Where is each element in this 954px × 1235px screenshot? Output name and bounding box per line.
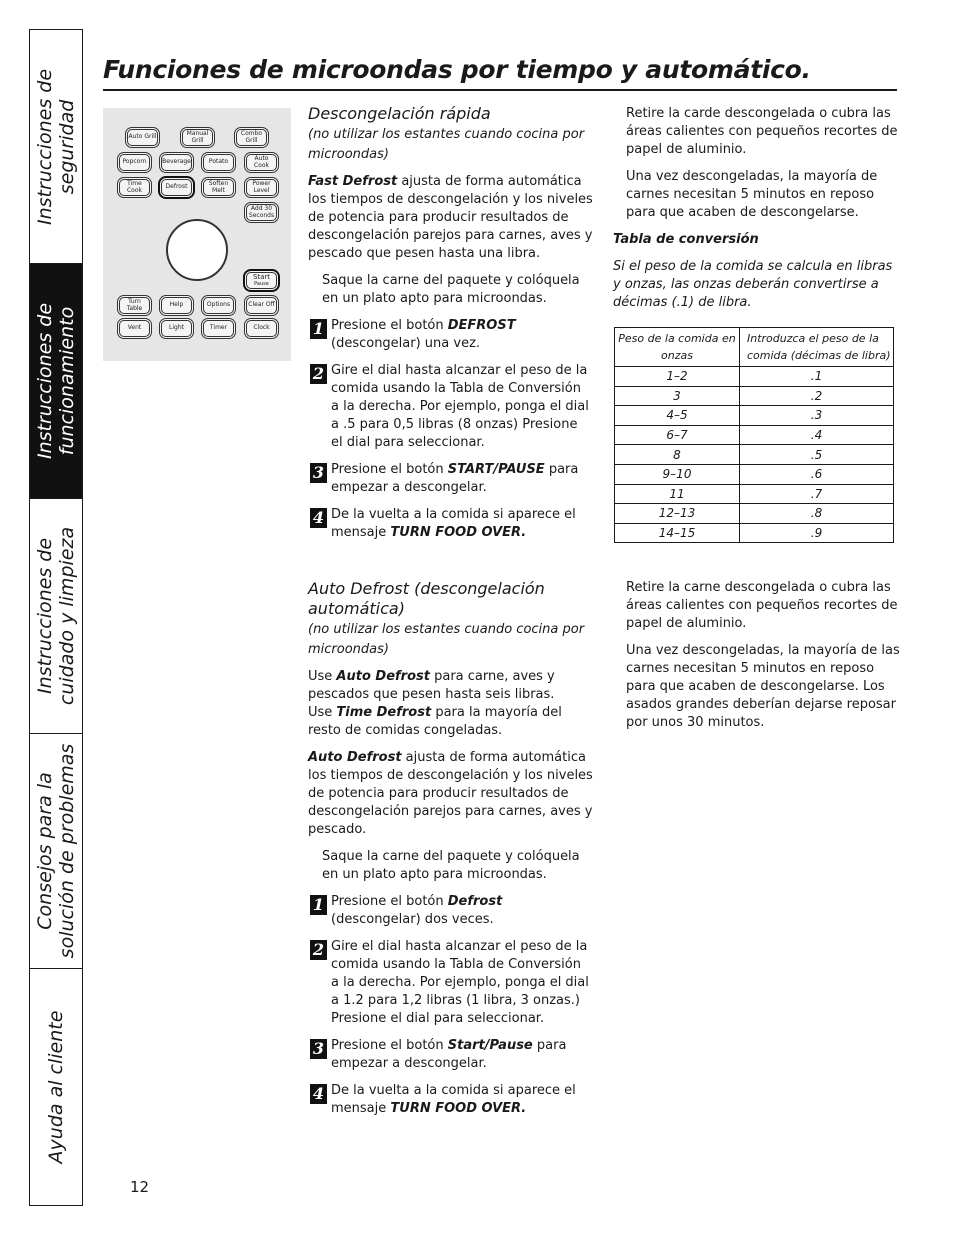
step-text: Presione el botón bbox=[331, 462, 448, 477]
dial-knob bbox=[166, 219, 228, 281]
table-row bbox=[615, 464, 894, 484]
table-cell: .4 bbox=[740, 425, 894, 445]
table-cell: 1–2 bbox=[615, 367, 740, 387]
step-text: Presione el botón bbox=[331, 1038, 448, 1053]
table-cell: 14–15 bbox=[615, 523, 740, 543]
conversion-table bbox=[614, 327, 894, 543]
table-cell: .2 bbox=[740, 386, 894, 406]
table-note: Si el peso de la comida se calcula en libras y onzas, las onzas deberán convertirse a décimas (.1) de libra. bbox=[613, 259, 893, 310]
tab-seguridad[interactable] bbox=[30, 30, 82, 264]
tab-label: Consejos para la bbox=[34, 772, 56, 930]
table-row bbox=[615, 425, 894, 445]
step-text: Presione el botón bbox=[331, 318, 448, 333]
prep-text: Saque la carne del paquete y colóquela en un plato apto para microondas. bbox=[322, 849, 580, 882]
tab-label: Instrucciones de bbox=[34, 537, 56, 695]
step-number-badge: 2 bbox=[310, 364, 327, 384]
table-title: Tabla de conversión bbox=[613, 232, 759, 247]
step-bold: DEFROST bbox=[447, 318, 516, 333]
step-bold: START/PAUSE bbox=[447, 462, 545, 477]
section-note: (no utilizar los estantes cuando cocina por microondas) bbox=[308, 127, 585, 162]
step-text: Gire el dial hasta alcanzar el peso de la comida usando la Tabla de Conversión a la derecha. Por ejemplo, ponga el dial a .5 para 0,5 libras (8 onzas) Presione el dial para seleccionar. bbox=[331, 363, 589, 450]
table-cell: 6–7 bbox=[615, 425, 740, 445]
page-number: 12 bbox=[130, 1178, 150, 1196]
table-cell: .8 bbox=[740, 504, 894, 524]
step-text: De la vuelta a la comida si aparece el mensaje bbox=[331, 1083, 576, 1116]
usage-part: para carne, aves y pescados que pesen hasta seis libras. bbox=[308, 669, 555, 702]
tip-text: Retire la carde descongelada o cubra las áreas calientes con pequeños recortes de papel de aluminio. bbox=[626, 106, 898, 157]
table-cell: 11 bbox=[615, 484, 740, 504]
usage-part: Use bbox=[308, 705, 337, 720]
table-header: Introduzca el peso de la comida (décimas de libra) bbox=[740, 328, 894, 367]
tab-cuidado-limpieza[interactable] bbox=[30, 499, 82, 734]
light-button: Light bbox=[161, 320, 192, 337]
step-number-badge: 1 bbox=[310, 895, 327, 915]
step-number-badge: 3 bbox=[310, 463, 327, 483]
step-text: De la vuelta a la comida si aparece el mensaje bbox=[331, 507, 576, 540]
table-header-row bbox=[615, 328, 894, 367]
usage-bold: Auto Defrost bbox=[336, 669, 430, 684]
tab-label: Instrucciones de bbox=[34, 302, 56, 460]
section-intro bbox=[308, 173, 593, 263]
beverage-button: Beverage bbox=[161, 154, 192, 171]
table-cell: 9–10 bbox=[615, 464, 740, 484]
tab-label: solución de problemas bbox=[56, 743, 78, 959]
tip-text: Retire la carne descongelada o cubra las áreas calientes con pequeños recortes de papel de aluminio. bbox=[626, 580, 898, 631]
step-number-badge: 4 bbox=[310, 1084, 327, 1104]
step-text: para empezar a descongelar. bbox=[331, 462, 579, 495]
help-button: Help bbox=[161, 297, 192, 314]
tab-label: Instrucciones de bbox=[34, 68, 56, 225]
step-bold: TURN FOOD OVER. bbox=[390, 525, 527, 540]
tab-ayuda-cliente[interactable] bbox=[30, 969, 82, 1205]
step-text: Gire el dial hasta alcanzar el peso de la comida usando la Tabla de Conversión a la derecha. Por ejemplo, ponga el dial a 1.2 para 1,2 libras (1 libra, 3 onzas.) Presione el dial para seleccionar. bbox=[331, 939, 589, 1026]
power-level-button: Power Level bbox=[246, 179, 277, 196]
table-row bbox=[615, 386, 894, 406]
usage-part: para la mayoría del resto de comidas congeladas. bbox=[308, 705, 562, 738]
step-number-badge: 2 bbox=[310, 940, 327, 960]
soften-melt-button: Soften Melt bbox=[203, 179, 234, 196]
manual-grill-button: Manual Grill bbox=[182, 129, 213, 146]
tab-label: cuidado y limpieza bbox=[56, 526, 78, 706]
section-intro bbox=[308, 749, 593, 839]
tab-solucion-problemas[interactable] bbox=[30, 734, 82, 969]
title-rule bbox=[103, 89, 897, 91]
section-heading: Descongelación rápida bbox=[308, 104, 491, 123]
table-row bbox=[615, 406, 894, 426]
step-3 bbox=[308, 1037, 593, 1073]
table-cell: 12–13 bbox=[615, 504, 740, 524]
table-row bbox=[615, 523, 894, 543]
table-cell: .5 bbox=[740, 445, 894, 465]
table-cell: .7 bbox=[740, 484, 894, 504]
step-text: (descongelar) dos veces. bbox=[331, 912, 494, 927]
tab-label: seguridad bbox=[56, 99, 78, 194]
turn-table-button: Turn Table bbox=[119, 297, 150, 314]
step-number-badge: 3 bbox=[310, 1039, 327, 1059]
auto-grill-button: Auto Grill bbox=[127, 129, 158, 146]
conversion-table-intro bbox=[613, 231, 898, 312]
page-title: Funciones de microondas por tiempo y automático. bbox=[103, 55, 811, 84]
combo-grill-button: Combo Grill bbox=[236, 129, 267, 146]
intro-rest: ajusta de forma automática los tiempos de descongelación y los niveles de potencia para producir resultados de descongelación parejos para carnes, aves y pescado que pesen hasta una libra. bbox=[308, 174, 593, 261]
clock-button: Clock bbox=[246, 320, 277, 337]
step-bold: Defrost bbox=[447, 894, 503, 909]
time-cook-button: Time Cook bbox=[119, 179, 150, 196]
potato-button: Potato bbox=[203, 154, 234, 171]
control-panel-image bbox=[103, 108, 291, 361]
defrost-button: Defrost bbox=[161, 179, 192, 196]
table-row bbox=[615, 445, 894, 465]
clear-off-button: Clear Off bbox=[246, 297, 277, 314]
start-label: Start bbox=[252, 273, 271, 281]
timer-button: Timer bbox=[203, 320, 234, 337]
usage-part: Use bbox=[308, 669, 337, 684]
table-row bbox=[615, 367, 894, 387]
step-4 bbox=[308, 506, 593, 542]
usage-bold: Time Defrost bbox=[336, 705, 432, 720]
step-text: para empezar a descongelar. bbox=[331, 1038, 567, 1071]
tip-text: Una vez descongeladas, la mayoría de carnes necesitan 5 minutos en reposo para que acaben de descongelarse. bbox=[626, 169, 878, 220]
auto-defrost-section bbox=[308, 579, 593, 1118]
table-cell: 3 bbox=[615, 386, 740, 406]
section-heading: Auto Defrost (descongelación automática) bbox=[308, 579, 545, 618]
add-30-seconds-button: Add 30 Seconds bbox=[246, 204, 277, 221]
options-button: Options bbox=[203, 297, 234, 314]
usage-text bbox=[308, 668, 593, 740]
intro-rest: ajusta de forma automática los tiempos de descongelación y los niveles de potencia para producir resultados de descongelación parejos para carnes, aves y pescado. bbox=[308, 750, 593, 837]
side-tabs bbox=[29, 29, 83, 1206]
section-note: (no utilizar los estantes cuando cocina por microondas) bbox=[308, 622, 585, 657]
table-row bbox=[615, 504, 894, 524]
step-1 bbox=[308, 317, 593, 353]
table-cell: .3 bbox=[740, 406, 894, 426]
table-row bbox=[615, 484, 894, 504]
table-header: Peso de la comida en onzas bbox=[615, 328, 740, 367]
table-cell: .9 bbox=[740, 523, 894, 543]
table-cell: .6 bbox=[740, 464, 894, 484]
tip-text: Una vez descongeladas, la mayoría de las carnes necesitan 5 minutos en reposo para que acaben de descongelarse. Los asados grandes deberían dejarse reposar por unos 30 minutos. bbox=[626, 643, 900, 730]
auto-defrost-tips bbox=[626, 579, 900, 732]
intro-bold: Fast Defrost bbox=[308, 174, 398, 189]
table-cell: .1 bbox=[740, 367, 894, 387]
prep-text: Saque la carne del paquete y colóquela en un plato apto para microondas. bbox=[322, 273, 580, 306]
step-number-badge: 4 bbox=[310, 508, 327, 528]
table-cell: 4–5 bbox=[615, 406, 740, 426]
step-1 bbox=[308, 893, 593, 929]
tab-label: Ayuda al cliente bbox=[45, 1010, 67, 1164]
step-number-badge: 1 bbox=[310, 319, 327, 339]
table-cell: 8 bbox=[615, 445, 740, 465]
vent-button: Vent bbox=[119, 320, 150, 337]
fast-defrost-section bbox=[308, 104, 593, 542]
step-3 bbox=[308, 461, 593, 497]
intro-bold: Auto Defrost bbox=[308, 750, 402, 765]
tab-label: funcionamiento bbox=[56, 306, 78, 456]
fast-defrost-tips bbox=[626, 105, 898, 222]
tab-funcionamiento[interactable] bbox=[30, 264, 82, 499]
step-bold: Start/Pause bbox=[447, 1038, 533, 1053]
step-text: Presione el botón bbox=[331, 894, 448, 909]
step-2 bbox=[308, 362, 593, 452]
auto-cook-button: Auto Cook bbox=[246, 154, 277, 171]
pause-label: Pause bbox=[254, 280, 269, 287]
popcorn-button: Popcorn bbox=[119, 154, 150, 171]
step-text: (descongelar) una vez. bbox=[331, 336, 481, 351]
start-pause-button bbox=[246, 272, 277, 289]
step-4 bbox=[308, 1082, 593, 1118]
step-2 bbox=[308, 938, 593, 1028]
step-bold: TURN FOOD OVER. bbox=[390, 1101, 527, 1116]
